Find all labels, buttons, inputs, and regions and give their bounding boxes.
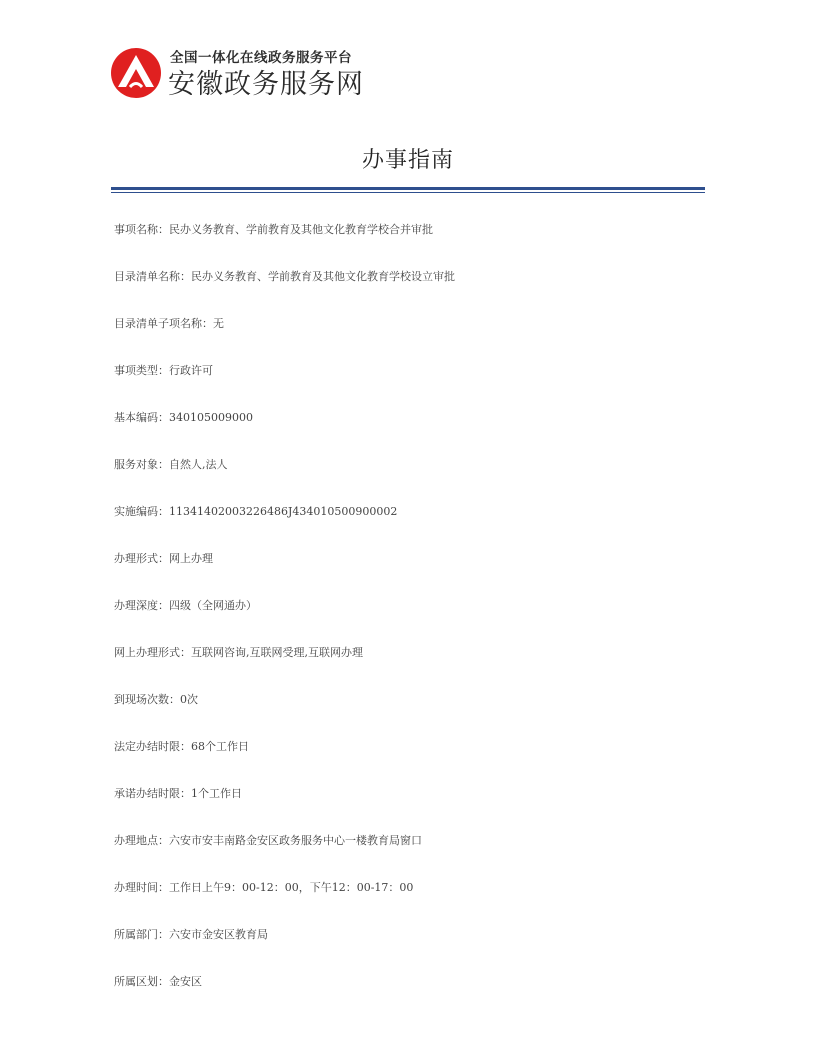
field-separator: ： bbox=[180, 646, 191, 659]
field-label: 承诺办结时限 bbox=[114, 787, 180, 800]
field-value: 四级（全网通办） bbox=[169, 599, 257, 612]
field-separator: ： bbox=[158, 599, 169, 612]
field-value: 无 bbox=[213, 317, 224, 330]
field-value: 网上办理 bbox=[169, 552, 213, 565]
field-separator: ： bbox=[180, 270, 191, 283]
field-label: 法定办结时限 bbox=[114, 740, 180, 753]
field-separator: ： bbox=[158, 223, 169, 236]
field-label: 到现场次数 bbox=[114, 693, 169, 706]
guide-field bbox=[114, 644, 714, 691]
page-title: 办事指南 bbox=[361, 148, 454, 173]
guide-field bbox=[114, 738, 714, 785]
field-value: 互联网咨询,互联网受理,互联网办理 bbox=[191, 646, 363, 659]
field-label: 目录清单名称 bbox=[114, 270, 180, 283]
field-separator: ： bbox=[180, 787, 191, 800]
anhui-gov-service-logo-icon bbox=[110, 47, 162, 99]
guide-field bbox=[114, 691, 714, 738]
field-label: 事项名称 bbox=[114, 223, 158, 236]
field-label: 办理地点 bbox=[114, 834, 158, 847]
field-separator: ： bbox=[158, 975, 169, 988]
guide-field-list bbox=[114, 221, 714, 1020]
field-label: 事项类型 bbox=[114, 364, 158, 377]
guide-field bbox=[114, 362, 714, 409]
guide-field bbox=[114, 268, 714, 315]
field-label: 目录清单子项名称 bbox=[114, 317, 202, 330]
field-value: 民办义务教育、学前教育及其他文化教育学校合并审批 bbox=[169, 223, 433, 236]
field-label: 服务对象 bbox=[114, 458, 158, 471]
field-separator: ： bbox=[158, 834, 169, 847]
field-separator: ： bbox=[158, 505, 169, 518]
field-value: 340105009000 bbox=[169, 411, 253, 424]
field-value: 民办义务教育、学前教育及其他文化教育学校设立审批 bbox=[191, 270, 455, 283]
guide-field bbox=[114, 832, 714, 879]
site-header bbox=[110, 44, 410, 100]
field-label: 办理深度 bbox=[114, 599, 158, 612]
guide-field bbox=[114, 879, 714, 926]
guide-field bbox=[114, 315, 714, 362]
field-value: 六安市金安区教育局 bbox=[169, 928, 268, 941]
field-separator: ： bbox=[158, 458, 169, 471]
field-label: 办理时间 bbox=[114, 881, 158, 894]
field-separator: ： bbox=[158, 552, 169, 565]
field-value: 68个工作日 bbox=[191, 740, 249, 753]
field-label: 办理形式 bbox=[114, 552, 158, 565]
field-separator: ： bbox=[158, 881, 169, 894]
field-value: 11341402003226486J434010500900002 bbox=[169, 505, 398, 518]
field-value: 金安区 bbox=[169, 975, 202, 988]
field-separator: ： bbox=[180, 740, 191, 753]
field-label: 所属区划 bbox=[114, 975, 158, 988]
field-separator: ： bbox=[169, 693, 180, 706]
guide-field bbox=[114, 503, 714, 550]
field-value: 工作日上午9：00-12：00，下午12：00-17：00 bbox=[169, 881, 414, 894]
field-label: 基本编码 bbox=[114, 411, 158, 424]
guide-field bbox=[114, 409, 714, 456]
guide-field bbox=[114, 550, 714, 597]
field-value: 0次 bbox=[180, 693, 198, 706]
title-divider-thick bbox=[111, 187, 705, 190]
field-separator: ： bbox=[202, 317, 213, 330]
field-separator: ： bbox=[158, 928, 169, 941]
field-separator: ： bbox=[158, 411, 169, 424]
guide-field bbox=[114, 926, 714, 973]
platform-name: 全国一体化在线政务服务平台 bbox=[170, 50, 352, 66]
field-label: 网上办理形式 bbox=[114, 646, 180, 659]
guide-field bbox=[114, 221, 714, 268]
guide-field bbox=[114, 785, 714, 832]
guide-field bbox=[114, 597, 714, 644]
field-label: 实施编码 bbox=[114, 505, 158, 518]
field-value: 自然人,法人 bbox=[169, 458, 228, 471]
field-value: 行政许可 bbox=[169, 364, 213, 377]
field-label: 所属部门 bbox=[114, 928, 158, 941]
guide-field bbox=[114, 456, 714, 503]
field-separator: ： bbox=[158, 364, 169, 377]
field-value: 六安市安丰南路金安区政务服务中心一楼教育局窗口 bbox=[169, 834, 422, 847]
site-name: 安徽政务服务网 bbox=[168, 69, 364, 100]
title-divider-thin bbox=[111, 192, 705, 193]
field-value: 1个工作日 bbox=[191, 787, 242, 800]
guide-field bbox=[114, 973, 714, 1020]
